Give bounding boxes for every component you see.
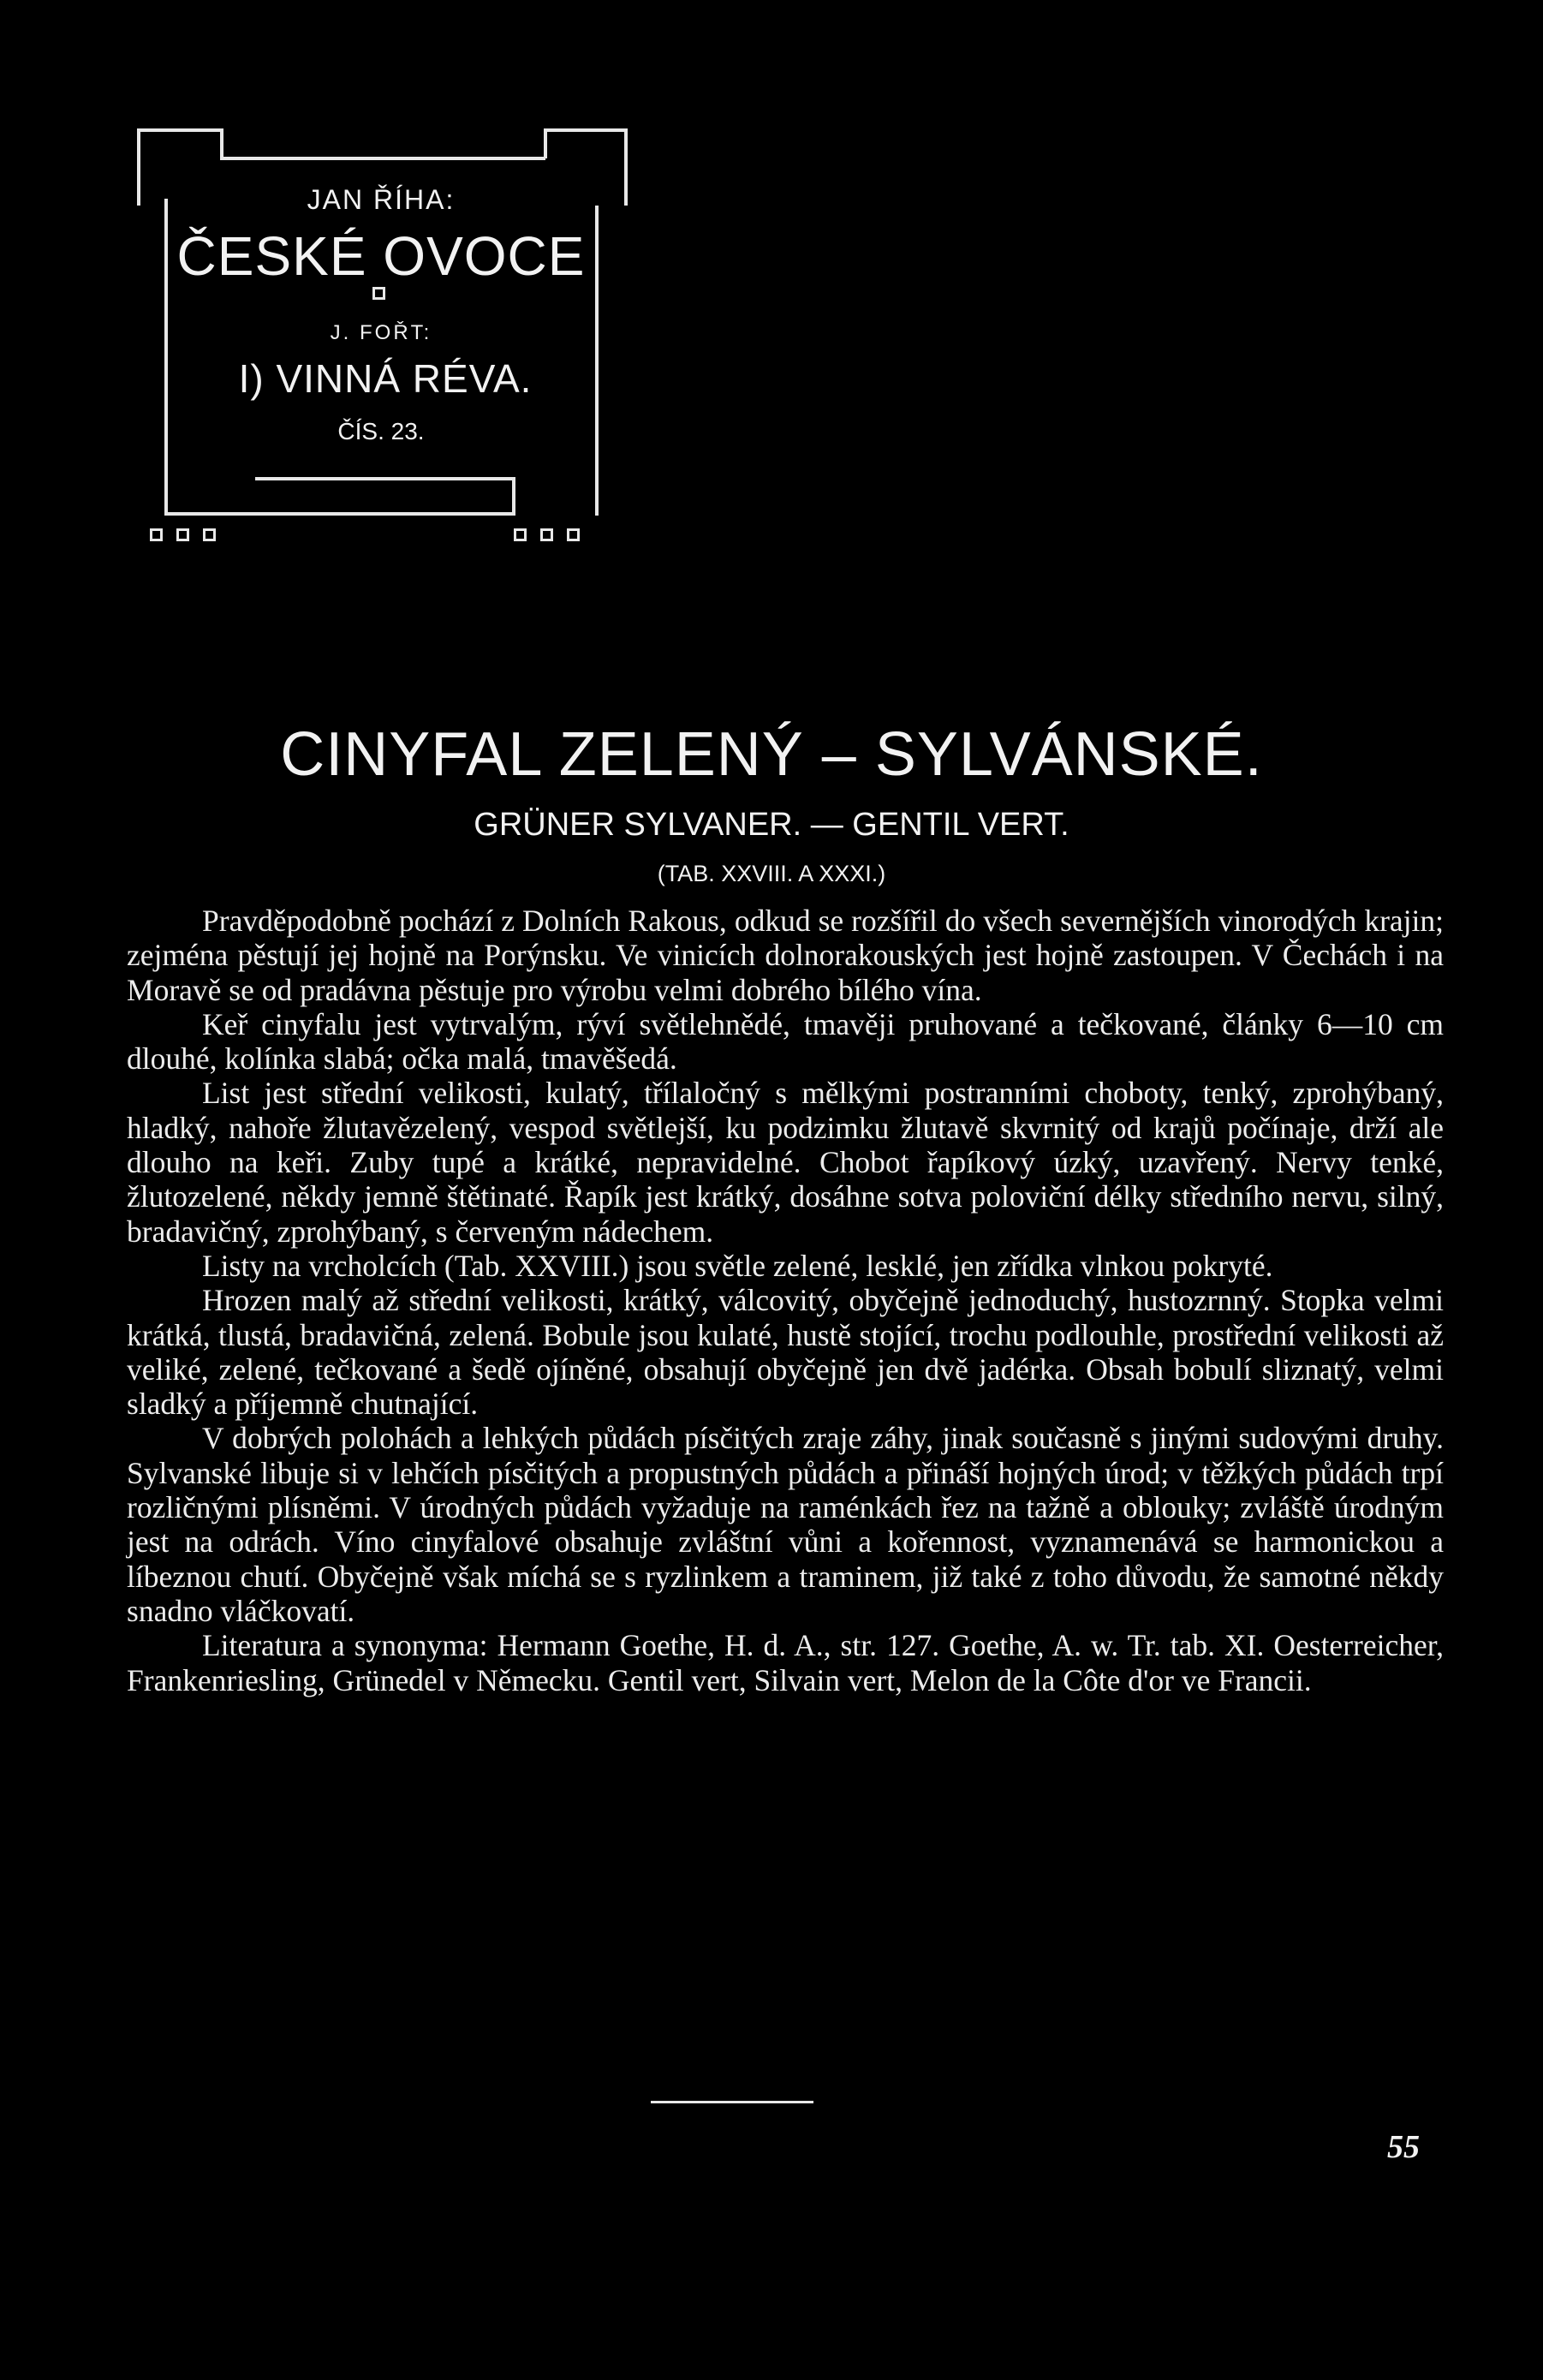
frame-line bbox=[220, 128, 223, 158]
paragraph: Listy na vrcholcích (Tab. XXVIII.) jsou světle zelené, lesklé, jen zřídka vlnkou pokryté. bbox=[202, 1248, 1273, 1283]
frame-line bbox=[220, 157, 545, 160]
frame-line bbox=[164, 512, 515, 516]
frame-line bbox=[595, 206, 599, 516]
header-square-ornament bbox=[372, 287, 385, 304]
article-title: CINYFAL ZELENÝ – SYLVÁNSKÉ. bbox=[280, 720, 1263, 789]
header-number: ČÍS. 23. bbox=[337, 418, 425, 444]
square-ornament-right bbox=[514, 528, 580, 541]
frame-line bbox=[544, 128, 547, 158]
header-coauthor: J. FOŘT: bbox=[330, 321, 432, 344]
square-ornament-left bbox=[150, 528, 216, 541]
page-number: 55 bbox=[1387, 2129, 1420, 2165]
paragraph: Keř cinyfalu jest vytrvalým, rýví světlehnědé, tmavěji pruhované a tečkované, články 6—10 cm dlouhé, kolínka slabá; očka malá, tmavěšedá. bbox=[127, 1006, 1444, 1077]
paragraph: Literatura a synonyma: Hermann Goethe, H. d. A., str. 127. Goethe, A. w. Tr. tab. XI. Oesterreicher, Frankenriesling, Grünedel v Německu. Gentil vert, Silvain vert, Melon de la Côte d'or ve Francii. bbox=[127, 1628, 1444, 1697]
frame-line bbox=[137, 128, 223, 132]
frame-line bbox=[164, 199, 168, 516]
article-plates: (TAB. XXVIII. A XXXI.) bbox=[657, 861, 886, 886]
article-synonyms: GRÜNER SYLVANER. — GENTIL VERT. bbox=[474, 807, 1069, 843]
frame-line bbox=[624, 128, 628, 206]
paragraph: Pravděpodobně pochází z Dolních Rakous, odkud se rozšířil do všech severnějších vinorodých krajin; zejména pěstují jej hojně na Porýnsku. Ve vinicích dolnorakouských jest hojně zastoupen. V Čechách i na Moravě se od pradávna pěstuje pro výrobu velmi dobrého bílého vína. bbox=[127, 904, 1444, 1007]
header-author: JAN ŘÍHA: bbox=[307, 184, 456, 215]
paragraph: List jest střední velikosti, kulatý, třílaločný s mělkými postranními choboty, tenký, zprohýbaný, hladký, nahoře žlutavězelený, vespod světlejší, ku podzimku žlutavě skvrnitý od krajů počínaje, drží ale dlouho na keři. Zuby tupé a krátké, nepravidelné. Chobot řapíkový úzký, uzavřený. Nervy tenké, žlutozelené, někdy jemně štětinaté. Řapík jest krátký, dosáhne sotva poloviční délky středního nervu, silný, bradavičný, zprohýbaný, s červeným nádechem. bbox=[127, 1076, 1444, 1249]
header-volume-title: I) VINNÁ RÉVA. bbox=[238, 356, 533, 401]
header-series-title: ČESKÉ OVOCE bbox=[176, 225, 586, 287]
frame-line bbox=[544, 128, 628, 132]
frame-line bbox=[255, 477, 515, 480]
frame-line bbox=[512, 477, 515, 515]
paragraph: Hrozen malý až střední velikosti, krátký, válcovitý, obyčejně jednoduchý, hustozrnný. Stopka velmi krátká, tlustá, bradavičná, zelená. Bobule jsou kulaté, hustě stojící, trochu podlouhle, prostřední velikosti až veliké, zelené, tečkované a šedě ojíněné, obsahují obyčejně jen dvě jadérka. Obsah bobulí sliznatý, velmi sladký a příjemně chutnající. bbox=[127, 1283, 1444, 1422]
paragraph: V dobrých polohách a lehkých půdách písčitých zraje záhy, jinak současně s jinými sudovými druhy. Sylvanské libuje si v lehčích písčitých a propustných půdách a přináší hojných úrod; v těžkých půdách trpí rozličnými plísněmi. V úrodných půdách vyžaduje na raménkách řez na tažně a oblouky; zvláště úrodným jest na odrách. Víno cinyfalové obsahuje zvláštní vůni a kořennost, vyznamenává se harmonickou a líbeznou chutí. Obyčejně však míchá se s ryzlinkem a traminem, již také z toho důvodu, že samotné někdy snadno vláčkovatí. bbox=[127, 1421, 1444, 1628]
frame-line bbox=[137, 128, 140, 206]
article-body bbox=[127, 904, 1444, 1697]
closing-rule bbox=[651, 2101, 813, 2103]
